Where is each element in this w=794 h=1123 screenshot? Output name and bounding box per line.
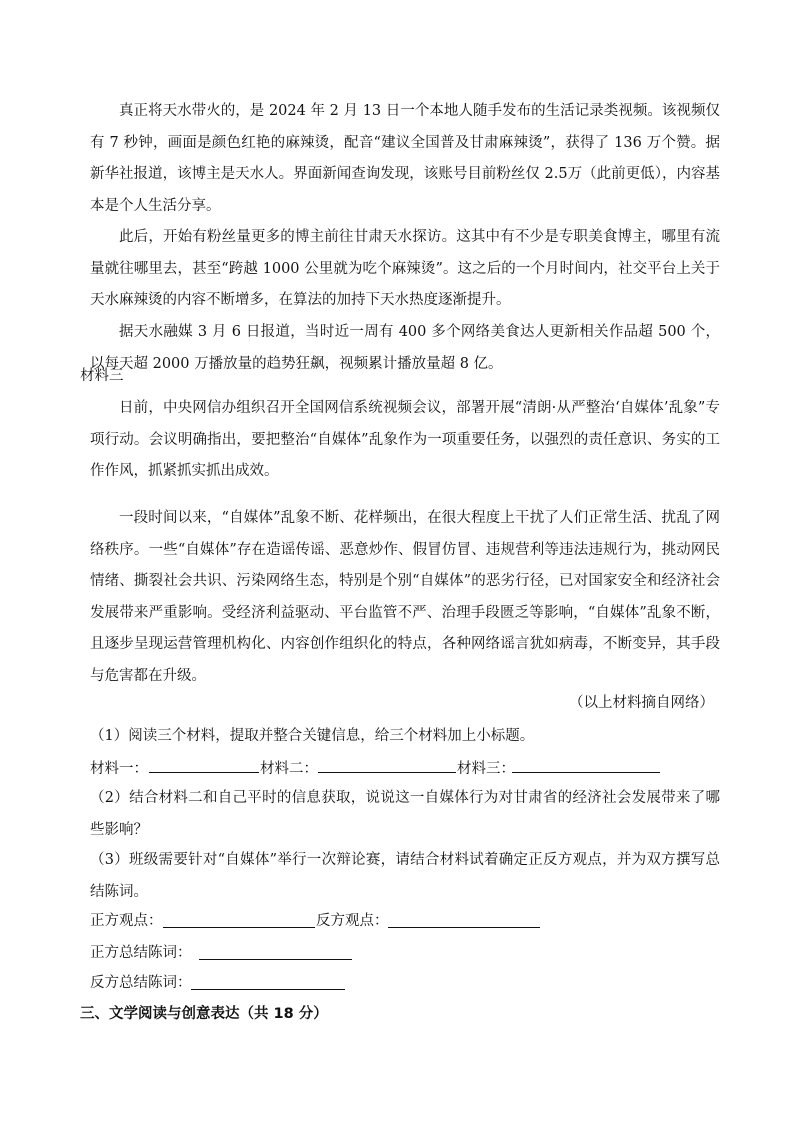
- pro-view-label: 正方观点：: [90, 913, 163, 929]
- question-2: （2）结合材料二和自己平时的信息获取，说说这一自媒体行为对甘肃省的经济社会发展带来了哪些影响？: [90, 790, 720, 838]
- material3-title-label: 材料三：: [457, 761, 515, 777]
- material1-title-blank[interactable]: [149, 772, 259, 773]
- material2-title-label: 材料二：: [260, 761, 318, 777]
- paragraph-material3-2: 一段时间以来，“自媒体”乱象不断、花样频出，在很大程度上干扰了人们正常生活、扰乱了网络秩序。一些“自媒体”存在造谣传谣、恶意炒作、假冒仿冒、违规营利等违法违规行为，挑动网民情绪、撕裂社会共识、污染网络生态，特别是个别“自媒体”的恶劣行径，已对国家安全和经济社会发展带来严重影响。受经济利益驱动、平台监管不严、治理手段匮乏等影响，“自媒体”乱象不断，且逐步呈现运营管理机构化、内容创作组织化的特点，各种网络谣言犹如病毒，不断变异，其手段与危害都在升级。: [90, 510, 720, 684]
- paragraph-material3-1: 日前，中央网信办组织召开全国网信系统视频会议，部署开展“清朗·从严整治‘自媒体’乱象”专项行动。会议明确指出，要把整治“自媒体”乱象作为一项重要任务，以强烈的责任意识、务实的工作作风，抓紧抓实抓出成效。: [90, 400, 720, 479]
- pro-view-blank[interactable]: [163, 927, 315, 928]
- source-note: （以上材料摘自网络）: [569, 695, 714, 711]
- material2-title-blank[interactable]: [318, 772, 456, 773]
- pro-summary-blank[interactable]: [199, 959, 352, 960]
- con-summary-blank[interactable]: [191, 989, 345, 990]
- con-summary-label: 反方总结陈词：: [90, 975, 192, 991]
- paragraph-material2-3: 据天水融媒 3 月 6 日报道，当时近一周有 400 多个网络美食达人更新相关作品超 500 个，以每天超 2000 万播放量的趋势狂飙，视频累计播放量超 8 亿。: [90, 324, 720, 372]
- con-view-label: 反方观点：: [316, 913, 389, 929]
- paragraph-material2-2: 此后，开始有粉丝量更多的博主前往甘肃天水探访。这其中有不少是专职美食博主，哪里有流量就往哪里去，甚至“跨越 1000 公里就为吃个麻辣烫”。这之后的一个月时间内，社交平台上关于天水麻辣烫的内容不断增多，在算法的加持下天水热度逐渐提升。: [90, 229, 720, 308]
- con-view-blank[interactable]: [388, 927, 540, 928]
- material3-title-blank[interactable]: [512, 772, 660, 773]
- paragraph-material2-1: 真正将天水带火的，是 2024 年 2 月 13 日一个本地人随手发布的生活记录类视频。该视频仅有 7 秒钟，画面是颜色红艳的麻辣烫，配音“建议全国普及甘肃麻辣烫”，获得了 136 万个赞。据新华社报道，该博主是天水人。界面新闻查询发现，该账号目前粉丝仅 2.5万（此前更低），内容基本是个人生活分享。: [90, 103, 720, 214]
- question-1: （1）阅读三个材料，提取并整合关键信息，给三个材料加上小标题。: [90, 728, 535, 744]
- section-heading: 三、文学阅读与创意表达（共 18 分）: [80, 1006, 328, 1022]
- pro-summary-label: 正方总结陈词：: [90, 945, 192, 961]
- material3-label: 材料三: [80, 368, 124, 384]
- material1-title-label: 材料一：: [90, 761, 148, 777]
- question-3: （3）班级需要针对“自媒体”举行一次辩论赛，请结合材料试着确定正反方观点，并为双方撰写总结陈词。: [90, 852, 720, 900]
